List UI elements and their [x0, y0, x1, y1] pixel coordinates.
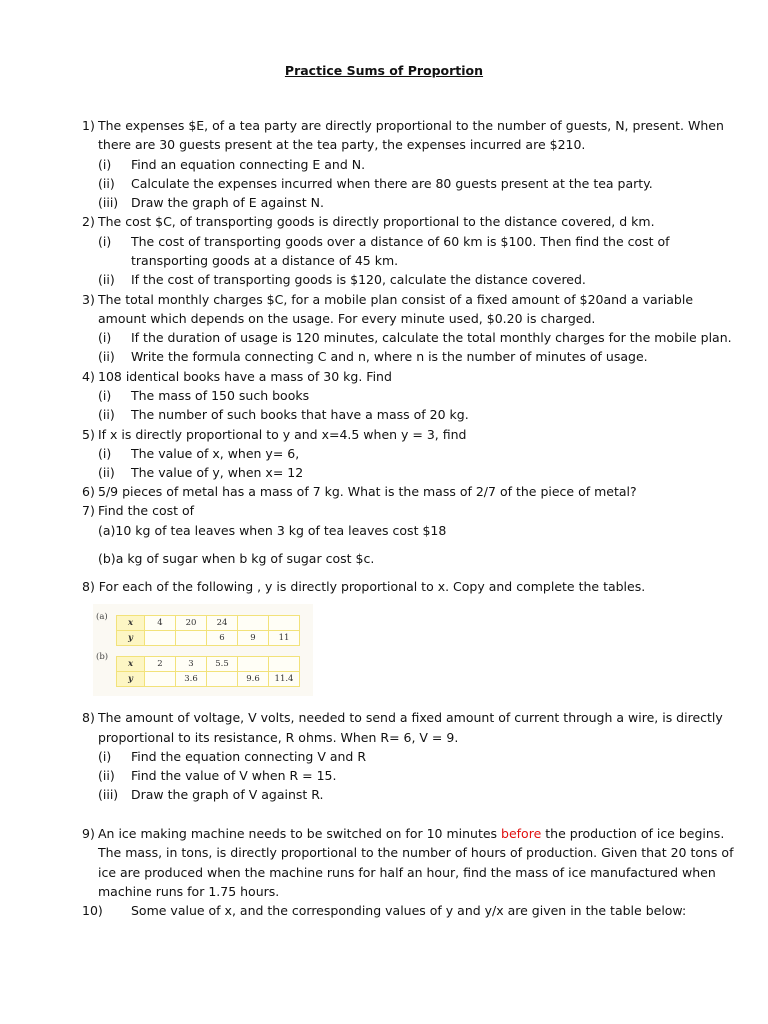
table-b-x-header: x	[117, 657, 145, 672]
q10-number: 10)	[82, 903, 103, 918]
table-b-x-cell: 2	[145, 657, 176, 672]
q9-line3: ice are produced when the machine runs for half an hour, find the mass of ice manufactured when	[98, 865, 716, 880]
q4-i-text: The mass of 150 such books	[131, 388, 310, 403]
q5-i-num: (i)	[98, 446, 112, 461]
table-a	[116, 615, 300, 646]
q2-i-text2: transporting goods at a distance of 45 km.	[131, 253, 399, 268]
q10-line1: Some value of x, and the corresponding values of y and y/x are given in the table below:	[131, 903, 687, 918]
q9-line1-end: the production of ice begins.	[541, 826, 725, 841]
q4-i-num: (i)	[98, 388, 112, 403]
q1-ii-num: (ii)	[98, 176, 115, 191]
table-a-row-x	[117, 616, 300, 631]
table-a-y-header: y	[117, 631, 145, 646]
q3-ii-text: Write the formula connecting C and n, where n is the number of minutes of usage.	[131, 349, 648, 364]
q3-i-num: (i)	[98, 330, 112, 345]
q9-line1-start: An ice making machine needs to be switched on for 10 minutes	[98, 826, 502, 841]
q2-ii-text: If the cost of transporting goods is $120, calculate the distance covered.	[131, 272, 586, 287]
q3-line2: amount which depends on the usage. For every minute used, $0.20 is charged.	[98, 311, 596, 326]
page-title: Practice Sums of Proportion	[284, 63, 484, 78]
q2-line1: The cost $C, of transporting goods is directly proportional to the distance covered, d km.	[98, 214, 655, 229]
table-b-row-x	[117, 657, 300, 672]
q9-line2: The mass, in tons, is directly proportional to the number of hours of production. Given that 20 tons of	[98, 845, 734, 860]
q5-i-text: The value of x, when y= 6,	[131, 446, 300, 461]
q8b-line1: The amount of voltage, V volts, needed to send a fixed amount of current through a wire, is directly	[98, 710, 723, 725]
table-a-label: (a)	[96, 612, 108, 622]
table-a-x-cell: 4	[145, 616, 176, 631]
table-b-y-cell: 3.6	[176, 672, 207, 687]
q5-number: 5)	[82, 427, 95, 442]
table-b-y-header: y	[117, 672, 145, 687]
table-a-y-cell: 11	[269, 631, 300, 646]
q8-table-question: 8) For each of the following , y is directly proportional to x. Copy and complete the tables.	[82, 579, 646, 594]
table-b-label: (b)	[96, 652, 109, 662]
q2-i-text1: The cost of transporting goods over a distance of 60 km is $100. Then find the cost of	[131, 234, 670, 249]
q6-line1: 5/9 pieces of metal has a mass of 7 kg. What is the mass of 2/7 of the piece of metal?	[98, 484, 637, 499]
q1-number: 1)	[82, 118, 95, 133]
q7-line1: Find the cost of	[98, 503, 195, 518]
q8b-ii-text: Find the value of V when R = 15.	[131, 768, 337, 783]
q8b-number: 8)	[82, 710, 95, 725]
q1-iii-text: Draw the graph of E against N.	[131, 195, 324, 210]
q6-number: 6)	[82, 484, 95, 499]
q8b-iii-text: Draw the graph of V against R.	[131, 787, 324, 802]
q9-highlight-before: before	[501, 826, 542, 841]
table-b-x-cell	[269, 657, 300, 672]
q4-ii-text: The number of such books that have a mass of 20 kg.	[131, 407, 469, 422]
table-b-y-cell	[145, 672, 176, 687]
table-a-x-cell	[238, 616, 269, 631]
q8b-iii-num: (iii)	[98, 787, 119, 802]
table-a-x-header: x	[117, 616, 145, 631]
table-a-row-y	[117, 631, 300, 646]
table-a-y-cell: 9	[238, 631, 269, 646]
q1-iii-num: (iii)	[98, 195, 119, 210]
table-b-x-cell	[238, 657, 269, 672]
q3-ii-num: (ii)	[98, 349, 115, 364]
table-a-x-cell	[269, 616, 300, 631]
q3-i-text: If the duration of usage is 120 minutes, calculate the total monthly charges for the mobile plan.	[131, 330, 732, 345]
q9-line4: machine runs for 1.75 hours.	[98, 884, 280, 899]
q7-number: 7)	[82, 503, 95, 518]
table-a-x-cell: 20	[176, 616, 207, 631]
q3-number: 3)	[82, 292, 95, 307]
table-b	[116, 656, 300, 687]
q1-ii-text: Calculate the expenses incurred when there are 80 guests present at the tea party.	[131, 176, 653, 191]
q7-a: (a)10 kg of tea leaves when 3 kg of tea leaves cost $18	[98, 523, 447, 538]
q4-ii-num: (ii)	[98, 407, 115, 422]
q8b-i-text: Find the equation connecting V and R	[131, 749, 367, 764]
table-b-y-cell: 9.6	[238, 672, 269, 687]
q9-number: 9)	[82, 826, 95, 841]
q1-i-text: Find an equation connecting E and N.	[131, 157, 366, 172]
q5-ii-num: (ii)	[98, 465, 115, 480]
q8b-line2: proportional to its resistance, R ohms. When R= 6, V = 9.	[98, 730, 459, 745]
table-b-y-cell: 11.4	[269, 672, 300, 687]
table-b-y-cell	[207, 672, 238, 687]
q3-line1: The total monthly charges $C, for a mobile plan consist of a fixed amount of $20and a variable	[98, 292, 694, 307]
q1-line1: The expenses $E, of a tea party are directly proportional to the number of guests, N, present. When	[98, 118, 724, 133]
table-b-row-y	[117, 672, 300, 687]
q2-ii-num: (ii)	[98, 272, 115, 287]
q2-i-num: (i)	[98, 234, 112, 249]
q8b-i-num: (i)	[98, 749, 112, 764]
table-b-x-cell: 3	[176, 657, 207, 672]
table-a-y-cell: 6	[207, 631, 238, 646]
q4-number: 4)	[82, 369, 95, 384]
q8b-ii-num: (ii)	[98, 768, 115, 783]
q4-line1: 108 identical books have a mass of 30 kg. Find	[98, 369, 392, 384]
table-a-y-cell	[145, 631, 176, 646]
table-a-y-cell	[176, 631, 207, 646]
q1-line2: there are 30 guests present at the tea party, the expenses incurred are $210.	[98, 137, 586, 152]
q2-number: 2)	[82, 214, 95, 229]
q9-line1	[98, 826, 724, 842]
q5-ii-text: The value of y, when x= 12	[131, 465, 304, 480]
q1-i-num: (i)	[98, 157, 112, 172]
table-b-x-cell: 5.5	[207, 657, 238, 672]
table-a-x-cell: 24	[207, 616, 238, 631]
q7-b: (b)a kg of sugar when b kg of sugar cost $c.	[98, 551, 375, 566]
q5-line1: If x is directly proportional to y and x=4.5 when y = 3, find	[98, 427, 467, 442]
